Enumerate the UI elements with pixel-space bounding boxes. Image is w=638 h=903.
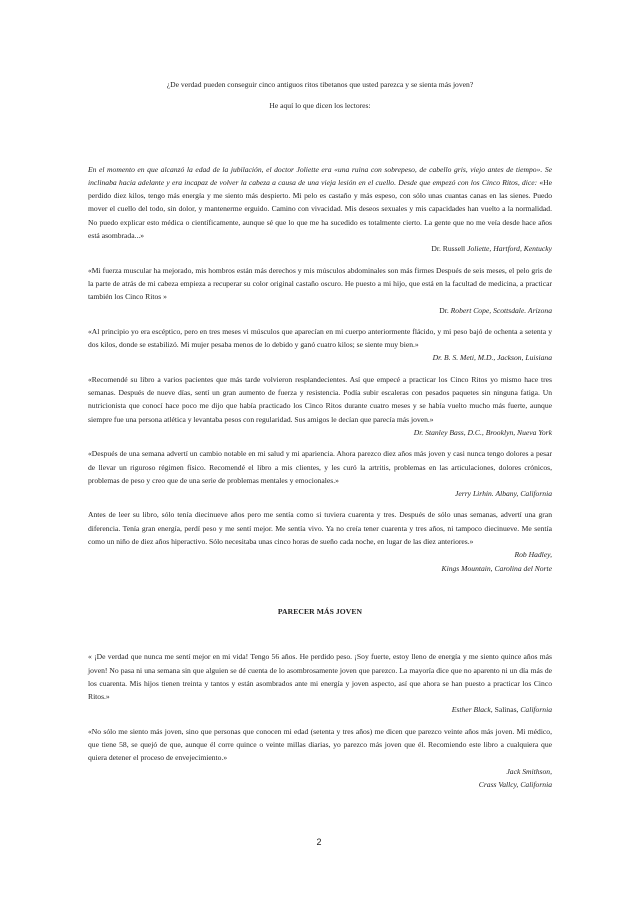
intro-lead: He aquí lo que dicen los lectores: bbox=[269, 101, 371, 111]
testimonial-attribution: Dr. Russell Joliette, Hartford, Kentucky bbox=[431, 244, 552, 254]
testimonial-attribution: Jerry Lirhin. Albany, California bbox=[455, 489, 552, 499]
testimonial-attribution-name: Jack Smithson, bbox=[506, 766, 552, 776]
testimonial-text: « ¡De verdad que nunca me sentí mejor en mi vida! Tengo 56 años. He perdido peso. ¡Soy fuerte, estoy lleno de energía y me siento quince años más joven! No pasa ni una semana sin que alguien se dé cuenta de lo asombrosamente joven que parezco. La mayoría dice que no aparento ni un día más de los cuarenta. Mis hijos tienen treinta y tantos y están asombrados ante mi energía y joven aspecto, así que ahora se han puesto a practicar los Cinco Ritos.» bbox=[88, 652, 552, 702]
testimonial bbox=[88, 508, 552, 574]
testimonial-text: «Recomendé su libro a varios pacientes que más tarde volvieron resplandecientes. Así que empecé a practicar los Cinco Ritos yo mismo hace tres semanas. Después de nueve días, sentí un gran aumento de fuerza y resistencia. Podía subir escaleras con pesados paquetes sin ninguna fatiga. Un nutricionista que conocí hace poco me dijo que había practicado los Cinco Ritos durante cuatro meses y se había vuelto mucho más fuerte, aunque siempre fue una persona atlética y levantaba pesos con regularidad. Sus amigos le decían que parecía más joven.» bbox=[88, 374, 552, 424]
testimonial-text: «Mi fuerza muscular ha mejorado, mis hombros están más derechos y mis músculos abdominales son más firmes Después de seis meses, el pelo gris de la parte de atrás de mi cabeza empieza a recuperar su color original castaño oscuro. He puesto a mi hijo, que está en la facultad de medicina, a practicar también los Cinco Ritos » bbox=[88, 265, 552, 302]
page-number: 2 bbox=[316, 837, 322, 847]
testimonial-attribution: Dr. B. S. Meti, M.D., Jackson, Luisiana bbox=[432, 353, 552, 363]
section-title: PARECER MÁS JOVEN bbox=[277, 606, 363, 616]
testimonial-attribution: Esther Black, Salinas, California bbox=[451, 705, 552, 715]
testimonial bbox=[88, 163, 552, 256]
testimonial-attribution-name: Rob Hadley, bbox=[514, 550, 552, 560]
testimonial-attribution: Dr. Stanley Bass, D.C., Brooklyn, Nueva York bbox=[413, 427, 552, 437]
testimonial-text: «Después de una semana advertí un cambio notable en mi salud y mi apariencia. Ahora parezco diez años más joven y casi nunca tengo dolores a pesar de llevar un riguroso régimen físico. Recomendé el libro a mis clientes, y les curó la artritis, problemas en las articulaciones, dolores crónicos, problemas de peso y creo que de una serie de problemas mentales y emocionales.» bbox=[88, 449, 552, 485]
testimonial bbox=[88, 373, 552, 439]
testimonial-attribution: Dr. Robert Cope, Scottsdale. Arizona bbox=[439, 305, 552, 315]
testimonial-text: Antes de leer su libro, sólo tenía diecinueve años pero me sentía como si tuviera cuarenta y tres. Después de sólo unas semanas, advertí una gran diferencia. Tenía gran energía, perdí peso y me sentí mejor. Me sentía vivo. Ya no creía tener cuarenta y tres años, ni tampoco diecinueve. Me sentía como un niño de diez años hiperactivo. Sólo necesitaba unas cinco horas de sueño cada noche, en lugar de las diez anteriores.» bbox=[88, 510, 552, 547]
testimonial-text: «He perdido diez kilos, tengo más energía y me siento más despierto. Mi pelo es castaño y más espeso, con sólo unas cuantas canas en las sienes. Puedo mover el cuello del todo, sin dolor, y mantenerme erguido. Camino con vivacidad. Mis deseos sexuales y mis capacidades han vuelto a la normalidad. No puedo explicar esto médica o científicamente, aunque sé que lo que me ha sucedido es totalmente cierto. La gente que no me veía desde hace años está asombrada...» bbox=[88, 177, 553, 241]
intro-question: ¿De verdad pueden conseguir cinco antiguos ritos tibetanos que usted parezca y se sienta más joven? bbox=[166, 80, 474, 89]
testimonial bbox=[88, 325, 552, 365]
testimonial-text: «No sólo me siento más joven, sino que personas que conocen mi edad (setenta y tres años) me dicen que parezco veinte años más joven. Mi médico, que tiene 58, se quejó de que, aunque él corre quince o veinte millas diarias, yo parezco más joven que él. Recomiendo este libro a cualquiera que quiera detener el proceso de envejecimiento.» bbox=[88, 726, 552, 763]
testimonial-attribution-place: Kings Mountain, Carolina del Norte bbox=[441, 563, 552, 573]
testimonial-text: «Al principio yo era escéptico, pero en tres meses vi músculos que aparecían en mi cuerpo anteriormente flácido, y mi peso bajó de ochenta a setenta y dos kilos, donde se estabilizó. Mi mujer pesaba menos de lo debido y ganó cuatro kilos; se siente muy bien.» bbox=[88, 326, 552, 350]
testimonial bbox=[88, 650, 552, 716]
testimonial bbox=[88, 447, 552, 500]
testimonial bbox=[88, 264, 552, 317]
testimonial bbox=[88, 725, 552, 791]
testimonial-intro: En el momento en que alcanzó la edad de la jubilación, el doctor Joliette era «una ruina con sobrepeso, de cabello gris, viejo antes de tiempo». Se inclinaba hacia adelante y era incapaz de volver la cabeza a causa de una vieja lesión en el cuello. Desde que empezó con los Cinco Ritos, dice: bbox=[88, 164, 552, 187]
testimonial-attribution-place: Crass Vallcy, California bbox=[478, 779, 552, 789]
